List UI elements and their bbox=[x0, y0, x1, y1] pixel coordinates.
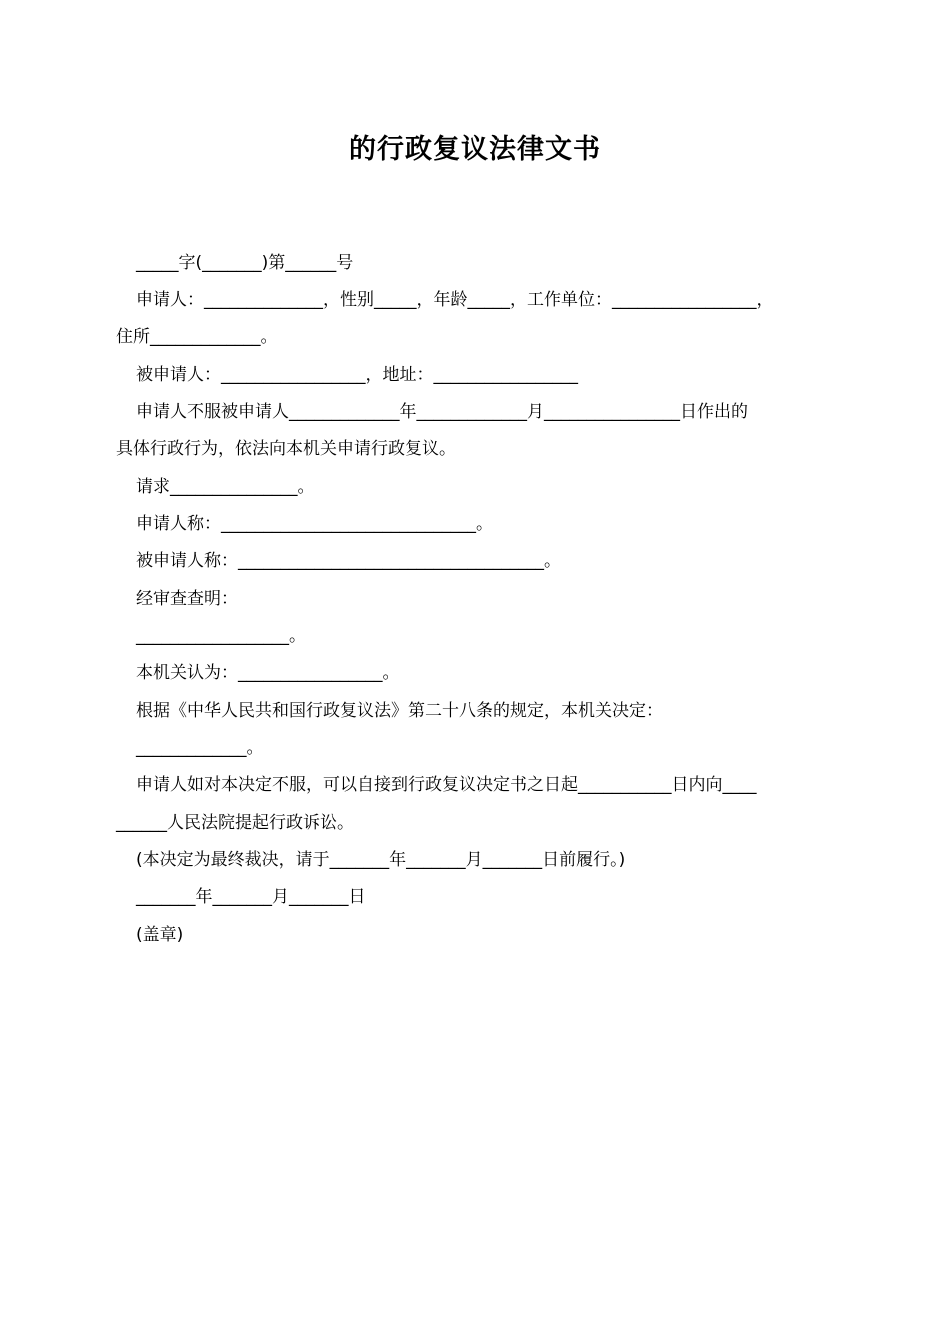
findings-heading: 经审查查明： bbox=[136, 589, 238, 609]
dispute-date-line: 申请人不服被申请人_____________年_____________月________________日作出的 bbox=[136, 402, 748, 422]
request-line: 请求_______________。 bbox=[136, 477, 315, 497]
applicant-address-line: 住所_____________。 bbox=[116, 327, 278, 347]
document-title: 的行政复议法律文书 bbox=[349, 134, 601, 165]
findings-line: __________________。 bbox=[136, 626, 306, 646]
signature-date-line: _______年_______月_______日 bbox=[136, 887, 366, 907]
document-number-line: _____字(_______)第______号 bbox=[136, 253, 354, 273]
applicant-claim-line: 申请人称：______________________________。 bbox=[136, 514, 493, 534]
legal-basis-line: 根据《中华人民共和国行政复议法》第二十八条的规定，本机关决定： bbox=[136, 701, 663, 721]
respondent-claim-line: 被申请人称：____________________________________。 bbox=[136, 551, 561, 571]
opinion-line: 本机关认为：_________________。 bbox=[136, 663, 400, 683]
seal-line: (盖章) bbox=[136, 925, 184, 945]
final-ruling-line: (本决定为最终裁决，请于_______年_______月_______日前履行。) bbox=[136, 850, 626, 870]
appeal-notice-line: 申请人如对本决定不服，可以自接到行政复议决定书之日起___________日内向____ bbox=[136, 775, 757, 795]
decision-line: _____________。 bbox=[136, 738, 264, 758]
respondent-info-line: 被申请人：_________________，地址：_________________ bbox=[136, 365, 578, 385]
dispute-statement-line: 具体行政行为，依法向本机关申请行政复议。 bbox=[116, 439, 456, 459]
applicant-info-line: 申请人：______________，性别_____，年龄_____，工作单位：_________________， bbox=[136, 290, 774, 310]
appeal-court-line: ______人民法院提起行政诉讼。 bbox=[116, 813, 354, 833]
